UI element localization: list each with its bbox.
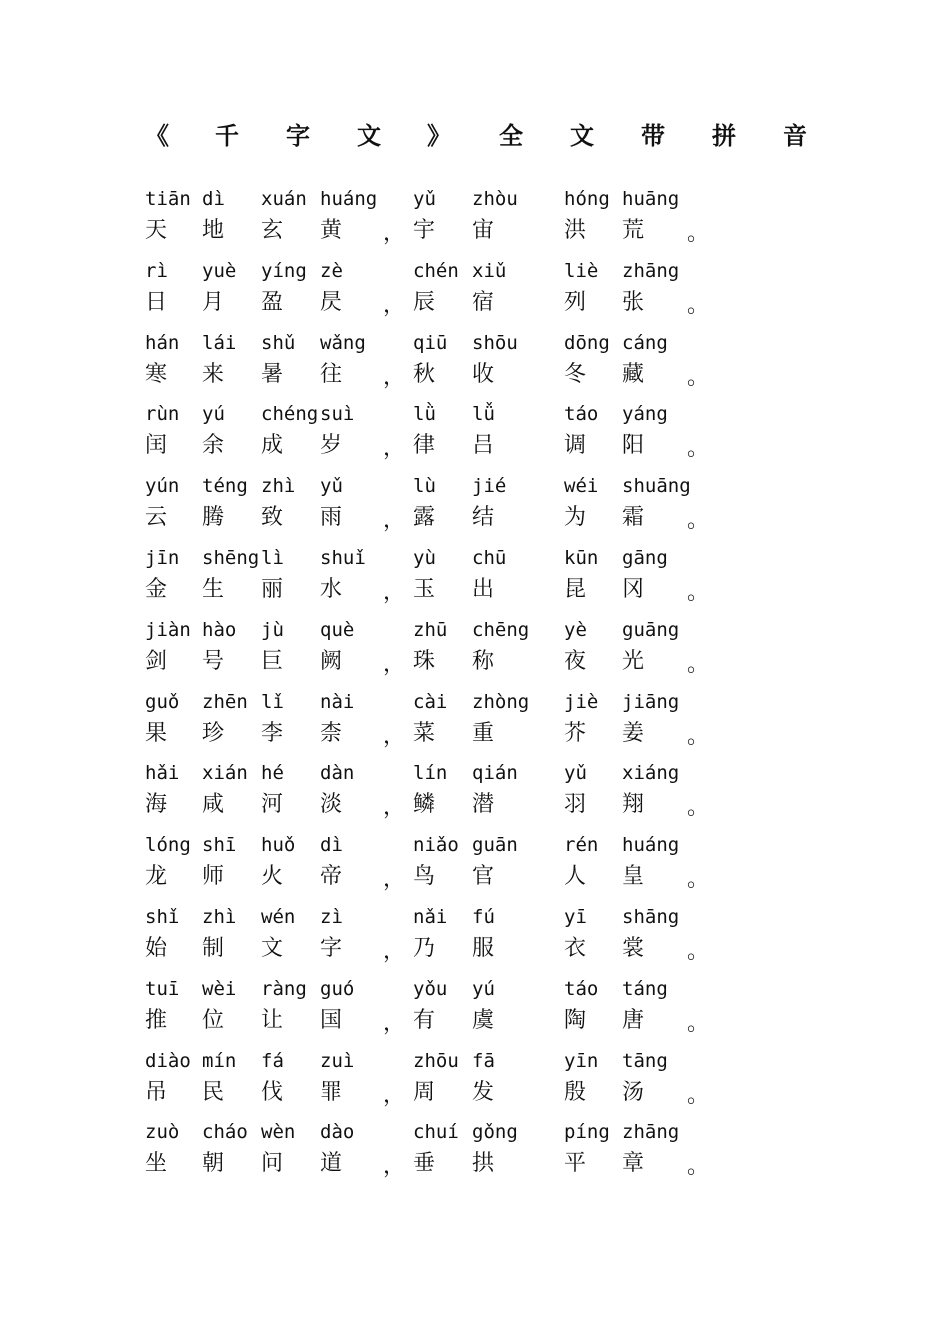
verse-row xyxy=(0,829,950,901)
comma: ， xyxy=(383,867,406,893)
period: 。 xyxy=(687,795,710,821)
hanzi: 宇 xyxy=(413,218,436,243)
pinyin: yú xyxy=(202,403,225,426)
pinyin: wèi xyxy=(202,977,237,1000)
period: 。 xyxy=(687,1154,710,1180)
title-char: 《 xyxy=(145,121,169,150)
pinyin: fá xyxy=(261,1049,284,1072)
pinyin: tiān xyxy=(145,188,191,210)
hanzi: 霜 xyxy=(622,505,645,531)
verse-row xyxy=(0,1045,950,1117)
hanzi: 盈 xyxy=(261,289,284,315)
verse-list xyxy=(0,183,950,1188)
period: 。 xyxy=(687,938,710,964)
pinyin: zuò xyxy=(145,1121,180,1144)
hanzi: 寒 xyxy=(145,361,168,387)
hanzi: 制 xyxy=(202,935,225,961)
pinyin: yú xyxy=(472,977,495,1000)
pinyin: gǒng xyxy=(472,1121,518,1144)
verse-row xyxy=(0,470,950,542)
hanzi: 汤 xyxy=(622,1079,645,1105)
pinyin: shī xyxy=(202,834,237,857)
hanzi: 来 xyxy=(202,361,225,387)
period: 。 xyxy=(687,867,710,893)
comma: ， xyxy=(383,723,406,749)
pinyin: shǐ xyxy=(145,905,180,928)
hanzi: 帝 xyxy=(320,864,343,890)
hanzi: 洪 xyxy=(564,218,587,243)
pinyin: hán xyxy=(145,331,180,354)
pinyin: zè xyxy=(320,259,343,282)
hanzi: 昃 xyxy=(320,289,343,315)
pinyin: gāng xyxy=(622,546,668,569)
pinyin: chū xyxy=(472,546,507,569)
hanzi: 重 xyxy=(472,720,495,746)
pinyin: què xyxy=(320,618,355,641)
comma: ， xyxy=(383,938,406,964)
hanzi: 列 xyxy=(564,289,587,315)
pinyin: téng xyxy=(202,475,248,498)
title-char: 》 xyxy=(427,121,451,150)
title-char: 字 xyxy=(286,121,310,150)
hanzi: 珠 xyxy=(413,648,436,674)
title-char: 拼 xyxy=(712,121,736,150)
title-char: 文 xyxy=(357,121,381,150)
hanzi: 海 xyxy=(145,792,168,818)
pinyin: zhēn xyxy=(202,690,248,713)
pinyin: lóng xyxy=(145,834,191,857)
pinyin: yǔ xyxy=(413,188,436,210)
pinyin: kūn xyxy=(564,546,599,569)
hanzi: 收 xyxy=(472,361,495,387)
hanzi: 吕 xyxy=(472,433,495,459)
pinyin: wèn xyxy=(261,1121,296,1144)
pinyin: yù xyxy=(413,546,436,569)
hanzi: 往 xyxy=(320,361,343,387)
pinyin: yíng xyxy=(261,259,307,282)
pinyin: nǎi xyxy=(413,905,448,928)
page-title xyxy=(145,118,813,154)
pinyin: niǎo xyxy=(413,834,459,857)
hanzi: 结 xyxy=(472,505,495,531)
verse-row xyxy=(0,757,950,829)
period: 。 xyxy=(687,723,710,749)
pinyin: rì xyxy=(145,259,168,282)
period: 。 xyxy=(687,364,710,390)
hanzi: 月 xyxy=(202,289,225,315)
pinyin: dì xyxy=(320,834,343,857)
period: 。 xyxy=(687,436,710,462)
verse-row xyxy=(0,686,950,758)
pinyin: fú xyxy=(472,905,495,928)
pinyin: yī xyxy=(564,905,587,928)
pinyin: dì xyxy=(202,188,225,210)
hanzi: 光 xyxy=(622,648,645,674)
hanzi: 吊 xyxy=(145,1079,168,1105)
pinyin: yīn xyxy=(564,1049,599,1072)
pinyin: zhòng xyxy=(472,690,530,713)
comma: ， xyxy=(383,1154,406,1180)
pinyin: cháo xyxy=(202,1121,248,1144)
hanzi: 闰 xyxy=(145,433,168,459)
hanzi: 平 xyxy=(564,1151,587,1177)
title-char: 全 xyxy=(499,121,523,150)
hanzi: 人 xyxy=(564,864,587,890)
pinyin: mín xyxy=(202,1049,237,1072)
hanzi: 成 xyxy=(261,433,284,459)
pinyin: zhū xyxy=(413,618,448,641)
pinyin: huáng xyxy=(320,188,378,210)
hanzi: 姜 xyxy=(622,720,645,746)
hanzi: 周 xyxy=(413,1079,436,1105)
pinyin: jiāng xyxy=(622,690,680,713)
hanzi: 丽 xyxy=(261,576,284,602)
pinyin: xuán xyxy=(261,188,307,210)
pinyin: zì xyxy=(320,905,343,928)
hanzi: 伐 xyxy=(261,1079,284,1105)
pinyin: táo xyxy=(564,977,599,1000)
pinyin: guān xyxy=(472,834,518,857)
hanzi: 岁 xyxy=(320,433,343,459)
hanzi: 调 xyxy=(564,433,587,459)
hanzi: 国 xyxy=(320,1007,343,1033)
period: 。 xyxy=(687,221,710,246)
hanzi: 罪 xyxy=(320,1079,343,1105)
hanzi: 阙 xyxy=(320,648,343,674)
pinyin: diào xyxy=(145,1049,191,1072)
hanzi: 鳞 xyxy=(413,792,436,818)
hanzi: 出 xyxy=(472,576,495,602)
pinyin: xián xyxy=(202,762,248,785)
pinyin: shuǐ xyxy=(320,546,366,569)
hanzi: 陶 xyxy=(564,1007,587,1033)
verse-row xyxy=(0,542,950,614)
comma: ， xyxy=(383,508,406,534)
verse-row xyxy=(0,398,950,470)
pinyin: píng xyxy=(564,1121,610,1144)
hanzi: 张 xyxy=(622,289,645,315)
hanzi: 暑 xyxy=(261,361,284,387)
pinyin: táng xyxy=(622,977,668,1000)
hanzi: 民 xyxy=(202,1079,225,1105)
pinyin: liè xyxy=(564,259,599,282)
pinyin: shāng xyxy=(622,905,680,928)
hanzi: 淡 xyxy=(320,792,343,818)
hanzi: 芥 xyxy=(564,720,587,746)
pinyin: guǒ xyxy=(145,690,180,713)
hanzi: 玉 xyxy=(413,576,436,602)
pinyin: rén xyxy=(564,834,599,857)
hanzi: 咸 xyxy=(202,792,225,818)
pinyin: yáng xyxy=(622,403,668,426)
pinyin: dōng xyxy=(564,331,610,354)
hanzi: 宙 xyxy=(472,218,495,243)
hanzi: 荒 xyxy=(622,218,645,243)
hanzi: 致 xyxy=(261,505,284,531)
pinyin: huáng xyxy=(622,834,680,857)
hanzi: 有 xyxy=(413,1007,436,1033)
verse-row xyxy=(0,183,950,255)
hanzi: 李 xyxy=(261,720,284,746)
hanzi: 让 xyxy=(261,1007,284,1033)
pinyin: wǎng xyxy=(320,331,366,354)
hanzi: 始 xyxy=(145,935,168,961)
pinyin: suì xyxy=(320,403,355,426)
pinyin: hé xyxy=(261,762,284,785)
verse-row xyxy=(0,1116,950,1188)
hanzi: 柰 xyxy=(320,720,343,746)
pinyin: ràng xyxy=(261,977,307,1000)
comma: ， xyxy=(383,795,406,821)
title-char: 文 xyxy=(570,121,594,150)
pinyin: zuì xyxy=(320,1049,355,1072)
hanzi: 腾 xyxy=(202,505,225,531)
pinyin: huǒ xyxy=(261,834,296,857)
period: 。 xyxy=(687,508,710,534)
hanzi: 坐 xyxy=(145,1151,168,1177)
pinyin: shǔ xyxy=(261,331,296,354)
verse-row xyxy=(0,901,950,973)
pinyin: yè xyxy=(564,618,587,641)
pinyin: zhì xyxy=(261,475,296,498)
verse-row xyxy=(0,973,950,1045)
pinyin: chén xyxy=(413,259,459,282)
hanzi: 称 xyxy=(472,648,495,674)
hanzi: 剑 xyxy=(145,648,168,674)
pinyin: zhāng xyxy=(622,1121,680,1144)
pinyin: zhì xyxy=(202,905,237,928)
pinyin: lín xyxy=(413,762,448,785)
hanzi: 翔 xyxy=(622,792,645,818)
hanzi: 果 xyxy=(145,720,168,746)
hanzi: 宿 xyxy=(472,289,495,315)
pinyin: lǜ xyxy=(413,403,436,426)
title-char: 千 xyxy=(215,121,239,150)
hanzi: 云 xyxy=(145,505,168,531)
hanzi: 秋 xyxy=(413,361,436,387)
hanzi: 黄 xyxy=(320,218,343,243)
hanzi: 章 xyxy=(622,1151,645,1177)
hanzi: 菜 xyxy=(413,720,436,746)
hanzi: 藏 xyxy=(622,361,645,387)
hanzi: 余 xyxy=(202,433,225,459)
pinyin: yǔ xyxy=(564,762,587,785)
hanzi: 拱 xyxy=(472,1151,495,1177)
hanzi: 金 xyxy=(145,576,168,602)
pinyin: guāng xyxy=(622,618,680,641)
pinyin: shuāng xyxy=(622,475,691,498)
pinyin: shēng xyxy=(202,546,260,569)
hanzi: 羽 xyxy=(564,792,587,818)
pinyin: zhòu xyxy=(472,188,518,210)
pinyin: jié xyxy=(472,475,507,498)
pinyin: huāng xyxy=(622,188,680,210)
hanzi: 位 xyxy=(202,1007,225,1033)
pinyin: lì xyxy=(261,546,284,569)
pinyin: cáng xyxy=(622,331,668,354)
hanzi: 衣 xyxy=(564,935,587,961)
pinyin: hǎi xyxy=(145,762,180,785)
hanzi: 冈 xyxy=(622,576,645,602)
pinyin: wéi xyxy=(564,475,599,498)
hanzi: 师 xyxy=(202,864,225,890)
hanzi: 冬 xyxy=(564,361,587,387)
hanzi: 龙 xyxy=(145,864,168,890)
pinyin: jīn xyxy=(145,546,180,569)
pinyin: dàn xyxy=(320,762,355,785)
comma: ， xyxy=(383,1082,406,1108)
pinyin: xiáng xyxy=(622,762,680,785)
hanzi: 唐 xyxy=(622,1007,645,1033)
hanzi: 字 xyxy=(320,935,343,961)
pinyin: tāng xyxy=(622,1049,668,1072)
pinyin: chuí xyxy=(413,1121,459,1144)
pinyin: yún xyxy=(145,475,180,498)
pinyin: wén xyxy=(261,905,296,928)
pinyin: lǚ xyxy=(472,403,495,426)
pinyin: jù xyxy=(261,618,284,641)
hanzi: 垂 xyxy=(413,1151,436,1177)
pinyin: shōu xyxy=(472,331,518,354)
pinyin: lù xyxy=(413,475,436,498)
comma: ， xyxy=(383,651,406,677)
pinyin: lǐ xyxy=(261,690,284,713)
title-char: 音 xyxy=(783,121,807,150)
comma: ， xyxy=(383,292,406,318)
hanzi: 天 xyxy=(145,218,168,243)
hanzi: 夜 xyxy=(564,648,587,674)
pinyin: qiū xyxy=(413,331,448,354)
period: 。 xyxy=(687,579,710,605)
pinyin: rùn xyxy=(145,403,180,426)
hanzi: 雨 xyxy=(320,505,343,531)
title-char: 带 xyxy=(641,121,665,150)
pinyin: nài xyxy=(320,690,355,713)
pinyin: táo xyxy=(564,403,599,426)
hanzi: 辰 xyxy=(413,289,436,315)
hanzi: 殷 xyxy=(564,1079,587,1105)
hanzi: 日 xyxy=(145,289,168,315)
pinyin: tuī xyxy=(145,977,180,1000)
pinyin: yǒu xyxy=(413,977,448,1000)
hanzi: 皇 xyxy=(622,864,645,890)
pinyin: jiè xyxy=(564,690,599,713)
pinyin: dào xyxy=(320,1121,355,1144)
hanzi: 火 xyxy=(261,864,284,890)
period: 。 xyxy=(687,651,710,677)
comma: ， xyxy=(383,221,406,246)
comma: ， xyxy=(383,364,406,390)
hanzi: 发 xyxy=(472,1079,495,1105)
hanzi: 生 xyxy=(202,576,225,602)
hanzi: 官 xyxy=(472,864,495,890)
pinyin: zhōu xyxy=(413,1049,459,1072)
pinyin: guó xyxy=(320,977,355,1000)
pinyin: hóng xyxy=(564,188,610,210)
pinyin: zhāng xyxy=(622,259,680,282)
hanzi: 鸟 xyxy=(413,864,436,890)
hanzi: 律 xyxy=(413,433,436,459)
hanzi: 乃 xyxy=(413,935,436,961)
pinyin: lái xyxy=(202,331,237,354)
pinyin: hào xyxy=(202,618,237,641)
hanzi: 玄 xyxy=(261,218,284,243)
hanzi: 文 xyxy=(261,935,284,961)
pinyin: jiàn xyxy=(145,618,191,641)
pinyin: chéng xyxy=(261,403,319,426)
hanzi: 虞 xyxy=(472,1007,495,1033)
hanzi: 露 xyxy=(413,505,436,531)
hanzi: 巨 xyxy=(261,648,284,674)
verse-row xyxy=(0,614,950,686)
hanzi: 地 xyxy=(202,218,225,243)
period: 。 xyxy=(687,1082,710,1108)
hanzi: 推 xyxy=(145,1007,168,1033)
hanzi: 服 xyxy=(472,935,495,961)
period: 。 xyxy=(687,292,710,318)
hanzi: 阳 xyxy=(622,433,645,459)
pinyin: xiǔ xyxy=(472,259,507,282)
hanzi: 河 xyxy=(261,792,284,818)
hanzi: 号 xyxy=(202,648,225,674)
pinyin: cài xyxy=(413,690,448,713)
pinyin: fā xyxy=(472,1049,495,1072)
verse-row xyxy=(0,255,950,327)
hanzi: 昆 xyxy=(564,576,587,602)
period: 。 xyxy=(687,1010,710,1036)
hanzi: 问 xyxy=(261,1151,284,1177)
hanzi: 朝 xyxy=(202,1151,225,1177)
pinyin: yǔ xyxy=(320,475,343,498)
pinyin: yuè xyxy=(202,259,237,282)
hanzi: 潜 xyxy=(472,792,495,818)
comma: ， xyxy=(383,1010,406,1036)
hanzi: 为 xyxy=(564,505,587,531)
comma: ， xyxy=(383,579,406,605)
verse-row xyxy=(0,327,950,399)
pinyin: qián xyxy=(472,762,518,785)
hanzi: 珍 xyxy=(202,720,225,746)
comma: ， xyxy=(383,436,406,462)
hanzi: 裳 xyxy=(622,935,645,961)
hanzi: 道 xyxy=(320,1151,343,1177)
hanzi: 水 xyxy=(320,576,343,602)
pinyin: chēng xyxy=(472,618,530,641)
